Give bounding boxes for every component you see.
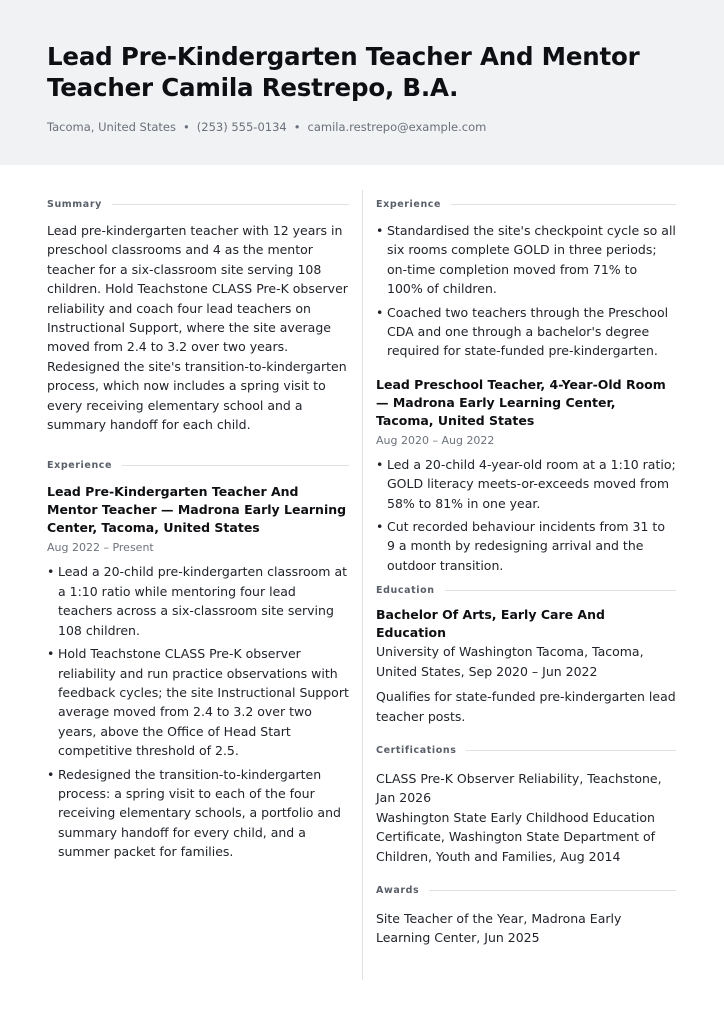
school-line: University of Washington Tacoma, Tacoma, United States, Sep 2020 – Jun 2022: [376, 644, 644, 679]
section-rule: [445, 590, 676, 591]
job-bullet: • Led a 20-child 4-year-old room at a 1:10 ratio; GOLD literacy meets-or-exceeds moved from 58% to 81% in one year.: [376, 455, 676, 513]
candidate-name: Lead Pre-Kindergarten Teacher And Mentor Teacher Camila Restrepo, B.A.: [47, 42, 640, 102]
experience-heading: [47, 456, 349, 474]
experience-heading-label: Experience: [47, 459, 113, 471]
certification-item: CLASS Pre-K Observer Reliability, Teachstone, Jan 2026: [376, 770, 662, 806]
certifications-heading: [376, 742, 676, 760]
contact-email: camila.restrepo@example.com: [307, 120, 487, 134]
awards-heading-label: Awards: [376, 885, 420, 897]
experience-heading-label: Experience: [376, 198, 442, 210]
job-dates: Aug 2020 – Aug 2022: [376, 433, 495, 447]
resume-header: [0, 0, 724, 165]
job-bullets: [376, 455, 676, 575]
job-bullets: [47, 562, 349, 861]
certifications-heading-label: Certifications: [376, 745, 457, 757]
section-rule: [112, 204, 349, 205]
section-rule: [451, 204, 676, 205]
job-title: Lead Pre-Kindergarten Teacher And Mentor Teacher — Madrona Early Learning Center, Tacoma, United States: [47, 484, 347, 536]
summary-heading: [47, 195, 349, 213]
right-column: [376, 195, 676, 948]
column-divider: [362, 190, 363, 980]
education-note: Qualifies for state-funded pre-kindergarten lead teacher posts.: [376, 689, 676, 724]
section-rule: [122, 465, 349, 466]
job-bullet: • Redesigned the transition-to-kindergarten process: a spring visit to each of the four receiving elementary schools, a portfolio and summary handoff for every child, and a summer packet for families.: [47, 765, 349, 862]
job-dates: Aug 2022 – Present: [47, 541, 154, 555]
job-bullet: • Hold Teachstone CLASS Pre-K observer reliability and run practice observations with feedback cycles; the site Instructional Support average moved from 2.4 to 3.2 over two years, above the Office of Head Start competitive threshold of 2.5.: [47, 644, 349, 760]
job-bullet: • Coached two teachers through the Preschool CDA and one through a bachelor's degree required for state-funded pre-kindergarten.: [376, 303, 676, 361]
contact-separator: •: [293, 120, 301, 134]
award-item: Site Teacher of the Year, Madrona Early Learning Center, Jun 2025: [376, 910, 622, 946]
section-rule: [466, 750, 676, 751]
job-bullet: • Lead a 20-child pre-kindergarten classroom at a 1:10 ratio while mentoring four lead teachers across a six-classroom site serving 108 children.: [47, 562, 349, 640]
certification-item: Washington State Early Childhood Education Certificate, Washington State Department of Children, Youth and Families, Aug 2014: [376, 809, 656, 864]
contact-line: [47, 120, 486, 134]
contact-location: Tacoma, United States: [47, 120, 176, 134]
contact-separator: •: [182, 120, 190, 134]
job-bullet: • Standardised the site's checkpoint cycle so all six rooms complete GOLD in three periods; on-time completion moved from 71% to 100% of children.: [376, 221, 676, 299]
education-heading: [376, 581, 676, 599]
contact-phone: (253) 555-0134: [196, 120, 287, 134]
experience-continued-heading: [376, 195, 676, 213]
summary-heading-label: Summary: [47, 198, 102, 210]
job-title: Lead Preschool Teacher, 4-Year-Old Room — Madrona Early Learning Center, Tacoma, United States: [376, 376, 666, 428]
job-bullets: [376, 221, 676, 361]
left-column: [47, 195, 349, 866]
education-heading-label: Education: [376, 584, 435, 596]
summary-text: Lead pre-kindergarten teacher with 12 years in preschool classrooms and 4 as the mentor teacher for a six-classroom site serving 108 children. Hold Teachstone CLASS Pre-K observer reliability and coach four lead teachers on Instructional Support, where the site average moved from 2.4 to 3.2 over two years. Redesigned the site's transition-to-kindergarten process, which now includes a spring visit to every receiving elementary school and a summary handoff for each child.: [47, 223, 348, 433]
job-bullet: • Cut recorded behaviour incidents from 31 to 9 a month by redesigning arrival and the outdoor transition.: [376, 517, 676, 575]
degree-title: Bachelor Of Arts, Early Care And Education: [376, 607, 605, 641]
awards-heading: [376, 882, 676, 900]
section-rule: [429, 890, 676, 891]
